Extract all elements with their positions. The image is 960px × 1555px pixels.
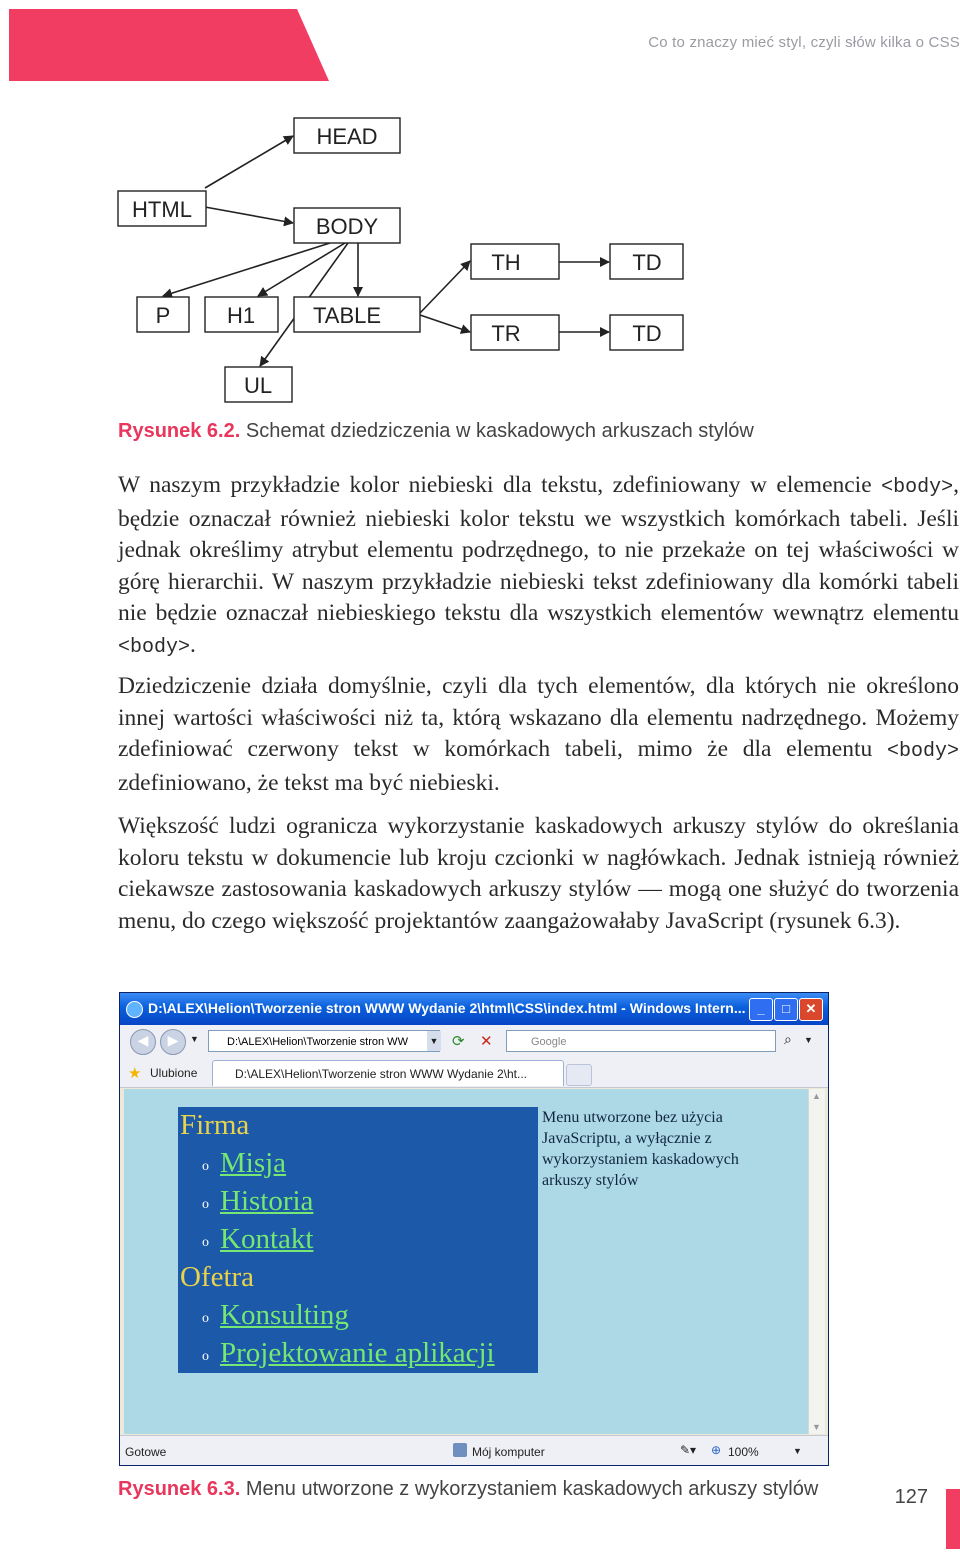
history-dropdown-icon[interactable]: ▼ <box>190 1034 199 1044</box>
address-dropdown-icon[interactable]: ▼ <box>427 1031 441 1051</box>
back-icon[interactable]: ◀ <box>130 1029 156 1055</box>
browser-tab[interactable] <box>212 1060 564 1086</box>
address-input[interactable]: D:\ALEX\Helion\Tworzenie stron WW <box>208 1030 440 1052</box>
menu-heading-firma[interactable]: Firma <box>180 1109 250 1141</box>
browser-window-screenshot <box>119 992 829 1466</box>
node-td1: TD <box>632 250 662 275</box>
node-th: TH <box>491 250 521 275</box>
menu-description: Menu utworzone bez użycia JavaScriptu, a wyłącznie z wykorzystaniem kaskadowych arkuszy stylów <box>542 1109 739 1189</box>
page-number: 127 <box>894 1486 928 1508</box>
bullet: o <box>202 1197 209 1212</box>
stop-icon[interactable]: ✕ <box>480 1034 493 1050</box>
favorites-star-icon[interactable]: ★ <box>128 1065 142 1082</box>
inheritance-diagram <box>100 110 720 410</box>
navigation-bar <box>120 1025 828 1060</box>
status-bar <box>120 1435 828 1466</box>
node-tr: TR <box>491 321 521 346</box>
node-table: TABLE <box>312 303 382 328</box>
figure-caption-text: Schemat dziedziczenia w kaskadowych arkuszach stylów <box>245 420 754 442</box>
figure-caption-6-2 <box>118 420 754 443</box>
menu-item-misja[interactable]: Misja <box>220 1147 287 1179</box>
forward-icon[interactable]: ▶ <box>160 1029 186 1055</box>
security-zone: Mój komputer <box>472 1445 545 1459</box>
tab-title: D:\ALEX\Helion\Tworzenie stron WWW Wydanie 2\ht... <box>235 1067 527 1081</box>
new-tab-button[interactable] <box>566 1064 592 1086</box>
menu-item-projektowanie[interactable]: Projektowanie aplikacji <box>220 1337 495 1369</box>
running-title: Co to znaczy mieć styl, czyli słów kilka o CSS <box>648 34 960 51</box>
bullet: o <box>202 1349 209 1364</box>
text: Dziedziczenie działa domyślnie, czyli dla tych elementów, dla których nie określono innej wartości właściwości niż ta, którą wskazano dla elementu nadrzędnego. Możemy zdefiniować czerwony tekst w komórkach tabeli, mimo że dla elementu <box>118 673 959 762</box>
window-title: D:\ALEX\Helion\Tworzenie stron WWW Wydanie 2\html\CSS\index.html - Windows Intern... <box>148 1000 746 1016</box>
paragraph-3: Większość ludzi ogranicza wykorzystanie kaskadowych arkuszy stylów do określania koloru tekstu w dokumencie lub kroju czcionki w nagłówkach. Jednak istnieją również ciekawsze zastosowania kaskadowych arkuszy stylów — mogą one służyć do tworzenia menu, do czego większość projektantów zaangażowałaby JavaScript (rysunek 6.3). <box>118 813 959 934</box>
page-accent-bar <box>946 1489 960 1549</box>
code-body-tag: <body> <box>886 740 959 763</box>
css-menu-box <box>178 1107 538 1373</box>
node-h1: H1 <box>226 303 256 328</box>
zoom-dropdown-icon[interactable]: ▼ <box>793 1446 802 1456</box>
vertical-scrollbar[interactable] <box>808 1089 825 1434</box>
zoom-level[interactable]: 100% <box>728 1445 759 1459</box>
close-icon[interactable]: ✕ <box>799 998 823 1021</box>
figure-label: Rysunek 6.3. <box>118 1478 241 1500</box>
minimize-icon[interactable]: _ <box>749 998 773 1021</box>
title-bar <box>120 993 828 1025</box>
bullet: o <box>202 1159 209 1174</box>
header-accent-shape <box>9 9 329 81</box>
computer-icon <box>453 1443 467 1457</box>
favorites-label[interactable]: Ulubione <box>150 1066 198 1080</box>
menu-heading-ofetra[interactable]: Ofetra <box>180 1261 255 1293</box>
maximize-icon[interactable]: □ <box>774 998 798 1021</box>
text: . <box>190 631 196 658</box>
node-p: P <box>155 303 171 328</box>
refresh-icon[interactable]: ⟳ <box>452 1034 465 1050</box>
text: , będzie oznaczał również niebieski kolor tekstu we wszystkich komórkach tabeli. Jeśli jednak określimy atrybut elementu podrzędnego, to nie przekaże on tej właściwości w górę hierarchii. W naszym przykładzie niebieski tekst zdefiniowany dla komórki tabeli nie będzie oznaczał niebieskiego tekstu dla wszystkich elementów wewnątrz elementu <box>118 472 959 626</box>
ie-icon <box>126 1001 143 1018</box>
figure-label: Rysunek 6.2. <box>118 420 241 442</box>
search-options-icon[interactable]: ▼ <box>804 1035 813 1045</box>
figure-caption-6-3 <box>118 1478 818 1501</box>
protected-mode-icon[interactable]: ✎▾ <box>680 1443 697 1457</box>
code-body-tag: <body> <box>118 635 191 659</box>
text: zdefiniowano, że tekst ma być niebieski. <box>118 769 500 796</box>
code-body-tag: <body> <box>881 476 954 499</box>
paragraph-2 <box>118 671 959 799</box>
scroll-up-icon[interactable]: ▲ <box>812 1091 821 1101</box>
node-head: HEAD <box>316 124 378 149</box>
node-ul: UL <box>243 373 273 398</box>
node-html: HTML <box>132 197 192 222</box>
zoom-icon[interactable]: ⊕ <box>711 1443 722 1457</box>
page-content-area <box>124 1089 808 1434</box>
menu-item-konsulting[interactable]: Konsulting <box>220 1299 349 1331</box>
paragraph-1 <box>118 470 959 663</box>
bullet: o <box>202 1235 209 1250</box>
menu-item-historia[interactable]: Historia <box>220 1185 314 1217</box>
search-input[interactable]: Google <box>506 1030 776 1052</box>
node-body: BODY <box>315 214 379 239</box>
favorites-bar <box>120 1059 828 1088</box>
status-text: Gotowe <box>125 1445 167 1459</box>
figure-caption-text: Menu utworzone z wykorzystaniem kaskadowych arkuszy stylów <box>245 1478 819 1500</box>
text: W naszym przykładzie kolor niebieski dla tekstu, zdefiniowany w elemencie <box>118 472 882 498</box>
search-icon[interactable]: ⌕ <box>784 1033 792 1048</box>
menu-item-kontakt[interactable]: Kontakt <box>220 1223 314 1255</box>
bullet: o <box>202 1311 209 1326</box>
scroll-down-icon[interactable]: ▼ <box>812 1422 821 1432</box>
node-td2: TD <box>632 321 662 346</box>
